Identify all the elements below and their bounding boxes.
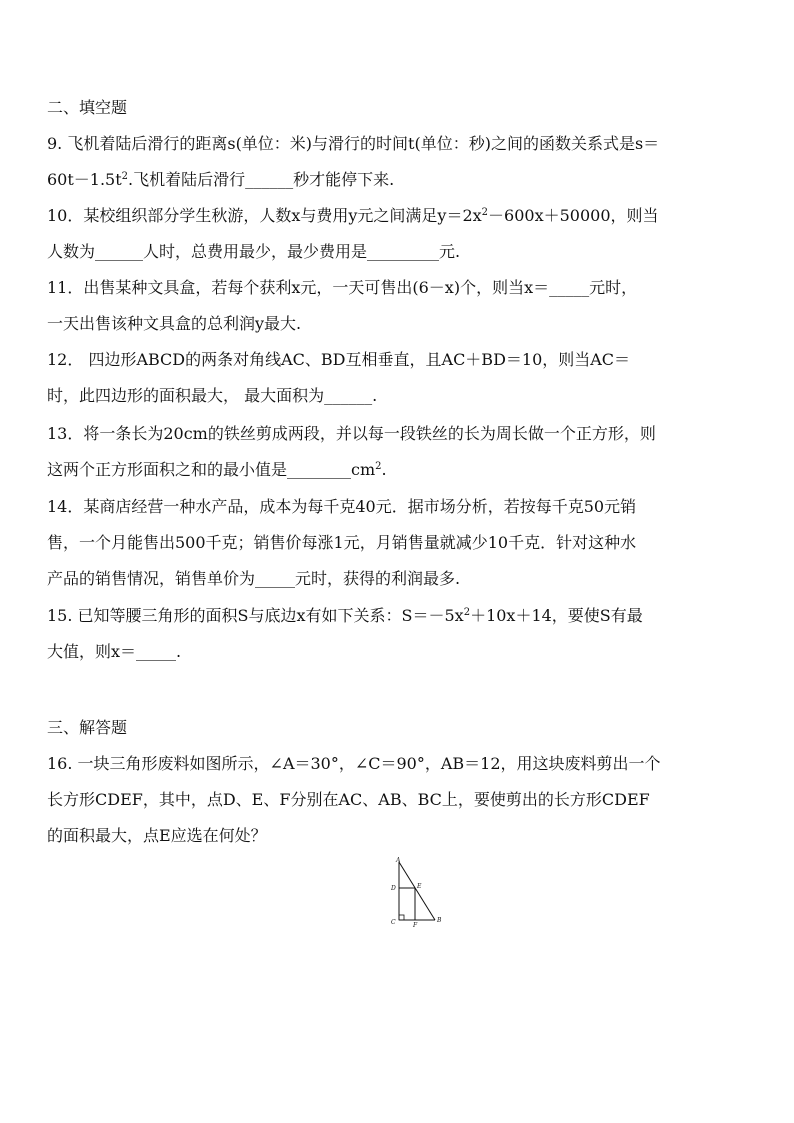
question-13-text-b: . bbox=[381, 460, 387, 479]
question-14-line-1: 14．某商店经营一种水产品，成本为每千克40元．据市场分析，若按每千克50元销 bbox=[47, 497, 637, 516]
label-c: C bbox=[391, 919, 396, 926]
label-e: E bbox=[417, 883, 422, 890]
question-12-line-2: 时，此四边形的面积最大， 最大面积为______. bbox=[47, 386, 378, 405]
question-10-line-2: 人数为______人时，总费用最少，最少费用是_________元. bbox=[47, 242, 461, 261]
question-11-line-2: 一天出售该种文具盒的总利润y最大. bbox=[47, 314, 302, 333]
question-14-line-3: 产品的销售情况，销售单价为_____元时，获得的利润最多. bbox=[47, 569, 461, 588]
question-14-line-2: 售，一个月能售出500千克；销售价每涨1元，月销售量就减少10千克．针对这种水 bbox=[47, 533, 637, 552]
question-16-line-3: 的面积最大，点E应选在何处？ bbox=[47, 826, 267, 845]
question-9-line-2 bbox=[47, 170, 394, 190]
triangle-figure bbox=[384, 856, 444, 930]
label-a: A bbox=[396, 857, 401, 864]
question-9-exponent: 2 bbox=[121, 171, 129, 182]
question-10-text-b: －600x＋50000，则当 bbox=[488, 206, 659, 225]
question-13-text-a: 这两个正方形面积之和的最小值是________cm bbox=[47, 460, 376, 479]
question-10-line-1 bbox=[47, 206, 659, 226]
right-angle-mark bbox=[399, 915, 404, 920]
question-11-line-1: 11．出售某种文具盒，若每个获利x元，一天可售出(6－x)个，则当x＝_____元时， bbox=[47, 278, 638, 297]
question-15-exponent: 2 bbox=[463, 607, 471, 618]
label-d: D bbox=[391, 885, 396, 892]
question-9-formula: 60t－1.5t bbox=[47, 170, 122, 189]
question-9-line-1: 9. 飞机着陆后滑行的距离s(单位：米)与滑行的时间t(单位：秒)之间的函数关系式是s＝ bbox=[47, 134, 660, 153]
question-9-text: .飞机着陆后滑行______秒才能停下来. bbox=[128, 170, 395, 189]
section-answer-heading: 三、解答题 bbox=[47, 718, 128, 737]
question-15-line-1 bbox=[47, 606, 643, 626]
question-16-line-2: 长方形CDEF，其中，点D、E、F分别在AC、AB、BC上，要使剪出的长方形CDEF bbox=[47, 790, 650, 809]
question-13-exponent: 2 bbox=[375, 461, 382, 472]
question-16-line-1: 16. 一块三角形废料如图所示，∠A＝30°，∠C＝90°，AB＝12，用这块废料剪出一个 bbox=[47, 754, 661, 773]
label-b: B bbox=[437, 917, 442, 924]
label-f: F bbox=[413, 922, 418, 929]
section-fill-blank-heading: 二、填空题 bbox=[47, 98, 128, 117]
question-12-line-1: 12． 四边形ABCD的两条对角线AC、BD互相垂直，且AC＋BD＝10，则当AC＝ bbox=[47, 350, 631, 369]
question-10-exponent: 2 bbox=[481, 207, 489, 218]
question-13-line-1: 13．将一条长为20cm的铁丝剪成两段，并以每一段铁丝的长为周长做一个正方形，则 bbox=[47, 424, 656, 443]
question-15-text-a: 15. 已知等腰三角形的面积S与底边x有如下关系：S＝－5x bbox=[47, 606, 464, 625]
question-15-line-2: 大值，则x＝_____. bbox=[47, 642, 182, 661]
edge-ab bbox=[399, 862, 435, 920]
question-15-text-b: ＋10x＋14，要使S有最 bbox=[470, 606, 643, 625]
question-13-line-2 bbox=[47, 460, 387, 480]
question-10-text-a: 10．某校组织部分学生秋游，人数x与费用y元之间满足y＝2x bbox=[47, 206, 482, 225]
